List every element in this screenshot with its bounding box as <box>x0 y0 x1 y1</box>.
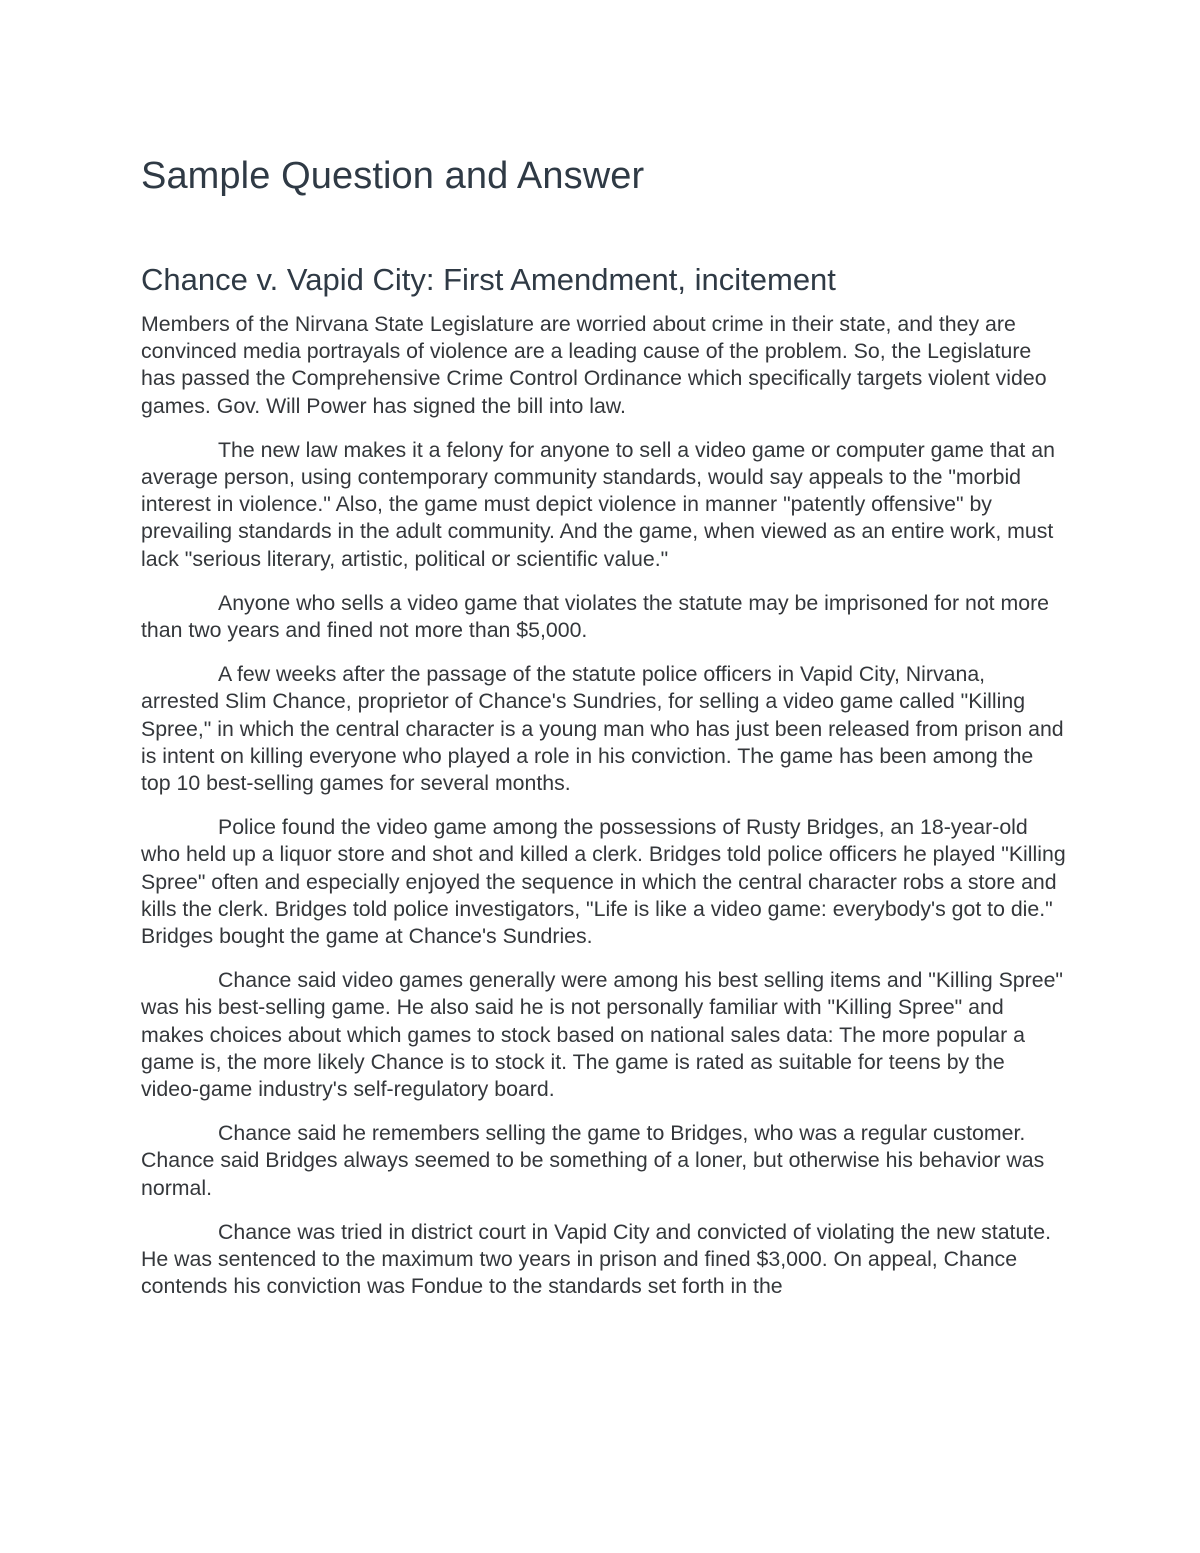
paragraph-trial-appeal: Chance was tried in district court in Vapid City and convicted of violating the new statute. He was sentenced to the maximum two years in prison and fined $3,000. On appeal, Chance contends his conviction was Fondue to the standards set forth in the <box>141 1219 1051 1299</box>
paragraph-chance-statement: Chance said video games generally were among his best selling items and "Killing Spree" was his best-selling game. He also said he is not personally familiar with "Killing Spree" and makes choices about which games to stock based on national sales data: The more popular a game is, the more likely Chance is to stock it. The game is rated as suitable for teens by the video-game industry's self-regulatory board. <box>141 968 1063 1102</box>
document-body <box>141 150 1066 1301</box>
case-heading: Chance v. Vapid City: First Amendment, incitement <box>141 262 836 297</box>
paragraph-regular-customer: Chance said he remembers selling the game to Bridges, who was a regular customer. Chance said Bridges always seemed to be something of a loner, but otherwise his behavior was normal. <box>141 1121 1045 1200</box>
paragraph-legislature: Members of the Nirvana State Legislature are worried about crime in their state, and they are convinced media portrayals of violence are a leading cause of the problem. So, the Legislature has passed the Comprehensive Crime Control Ordinance which specifically targets violent video games. Gov. Will Power has signed the bill into law. <box>141 312 1047 418</box>
paragraph-bridges: Police found the video game among the possessions of Rusty Bridges, an 18-year-old who held up a liquor store and shot and killed a clerk. Bridges told police officers he played "Killing Spree" often and especially enjoyed the sequence in which the central character robs a store and kills the clerk. Bridges told police investigators, "Life is like a video game: everybody's got to die." Bridges bought the game at Chance's Sundries. <box>141 815 1066 949</box>
paragraph-arrest: A few weeks after the passage of the statute police officers in Vapid City, Nirvana, arrested Slim Chance, proprietor of Chance's Sundries, for selling a video game called "Killing Spree," in which the central character is a young man who has just been released from prison and is intent on killing everyone who played a role in his conviction. The game has been among the top 10 best-selling games for several months. <box>141 662 1064 796</box>
paragraph-new-law: The new law makes it a felony for anyone to sell a video game or computer game that an average person, using contemporary community standards, would say appeals to the "morbid interest in violence." Also, the game must depict violence in manner "patently offensive" by prevailing standards in the adult community. And the game, when viewed as an entire work, must lack "serious literary, artistic, political or scientific value." <box>141 437 1055 571</box>
paragraph-penalty: Anyone who sells a video game that violates the statute may be imprisoned for not more than two years and fined not more than $5,000. <box>141 590 1050 643</box>
document-title: Sample Question and Answer <box>141 155 645 197</box>
